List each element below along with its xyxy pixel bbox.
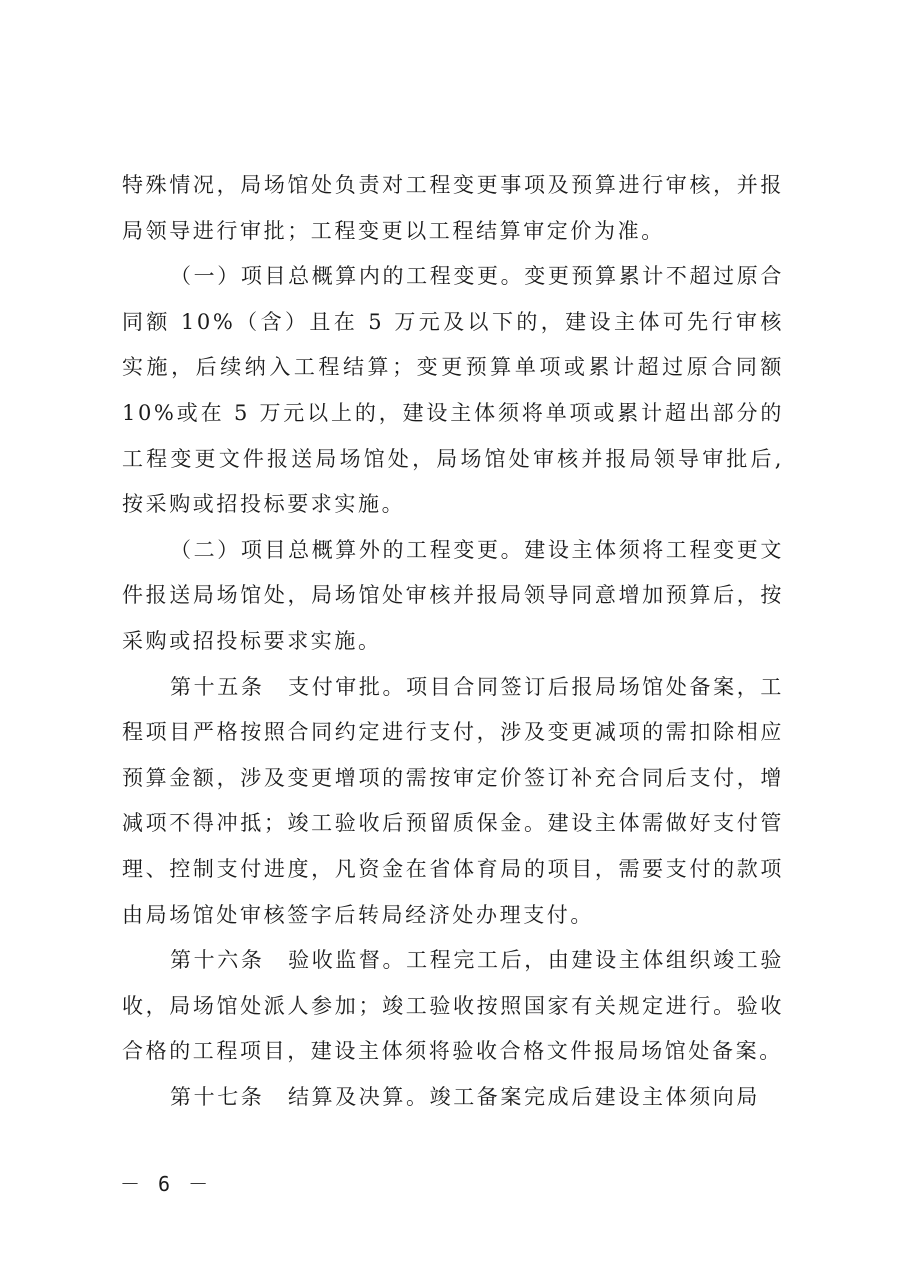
paragraph-article-17: 第十七条 结算及决算。竣工备案完成后建设主体须向局: [170, 1084, 760, 1109]
paragraph-clause-1: （一）项目总概算内的工程变更。变更预算累计不超过原合同额 10%（含）且在 5 万元及以下的，建设主体可先行审核实施，后续纳入工程结算；变更预算单项或累计超过原合同额 10%或在 5 万元以上的，建设主体须将单项或累计超出部分的工程变更文件报送局场馆处，局场馆处审核并报局领导审批后,按采购或招投标要求实施。: [122, 264, 784, 517]
paragraph-continuation: 特殊情况，局场馆处负责对工程变更事项及预算进行审核，并报局领导进行审批；工程变更以工程结算审定价为准。: [122, 173, 784, 243]
paragraph-article-15: 第十五条 支付审批。项目合同签订后报局场馆处备案，工程项目严格按照合同约定进行支付，涉及变更减项的需扣除相应预算金额，涉及变更增项的需按审定价签订补充合同后支付，增减项不得冲抵；竣工验收后预留质保金。建设主体需做好支付管理、控制支付进度，凡资金在省体育局的项目，需要支付的款项由局场馆处审核签字后转局经济处办理支付。: [122, 674, 784, 927]
document-body: [122, 163, 784, 1120]
page-number: － 6 －: [120, 1172, 212, 1196]
paragraph-article-16: 第十六条 验收监督。工程完工后，由建设主体组织竣工验收，局场馆处派人参加；竣工验收按照国家有关规定进行。验收合格的工程项目，建设主体须将验收合格文件报局场馆处备案。: [122, 948, 784, 1064]
paragraph-clause-2: （二）项目总概算外的工程变更。建设主体须将工程变更文件报送局场馆处，局场馆处审核并报局领导同意增加预算后，按采购或招投标要求实施。: [122, 537, 784, 653]
